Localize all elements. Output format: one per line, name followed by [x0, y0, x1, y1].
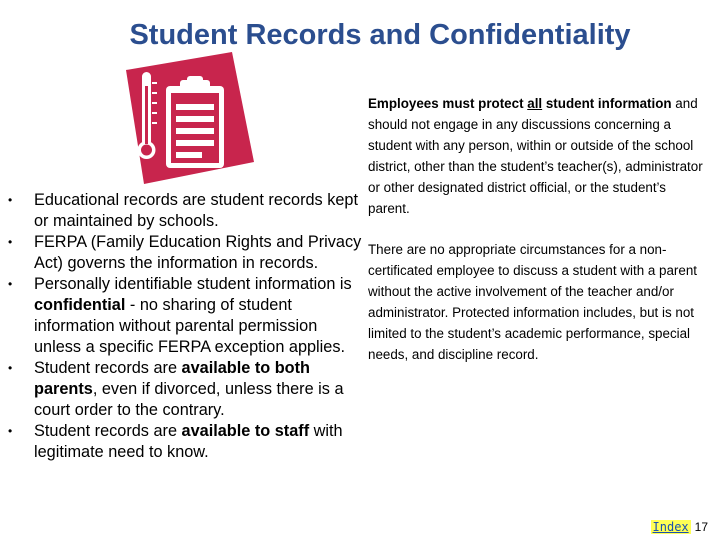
policy-paragraph-1: Employees must protect all student information and should not engage in any discussions concerning a student with any person, within or outside of the school district, other than the student’s teacher(s), administrator or other designated district official, or the student’s parent.	[368, 96, 703, 216]
bullet-list	[8, 190, 368, 463]
page-number: 17	[694, 520, 708, 534]
bullet-item: • Educational records are student records kept or maintained by schools.	[8, 191, 358, 230]
bullet-dot: •	[8, 277, 13, 291]
underlined-all: all	[527, 96, 543, 111]
bullet-dot: •	[8, 235, 13, 249]
bullet-emphasis: confidential	[34, 296, 126, 314]
bullet-item: • Personally identifiable student information is confidential - no sharing of student information without parental permission unless a specific FERPA exception applies.	[8, 275, 352, 356]
bullet-item: • FERPA (Family Education Rights and Privacy Act) governs the information in records.	[8, 233, 362, 272]
slide-title: Student Records and Confidentiality	[129, 19, 631, 51]
policy-paragraph-2: There are no appropriate circumstances for a non-certificated employee to discuss a student with a parent without the active involvement of the teacher and/or administrator. Protected information includes, but is not limited to the student’s academic performance, special needs, and discipline record.	[368, 242, 697, 362]
bullet-dot: •	[8, 424, 13, 438]
bullet-dot: •	[8, 193, 13, 207]
index-link[interactable]: Index	[652, 520, 689, 534]
bullet-dot: •	[8, 361, 13, 375]
slide-footer	[651, 520, 708, 534]
bullet-emphasis: available to both parents	[34, 359, 310, 398]
clipboard-thermometer-icon	[114, 52, 254, 184]
bullet-emphasis: available to staff	[181, 422, 310, 440]
bullet-item: • Student records are available to staff with legitimate need to know.	[8, 422, 343, 461]
policy-text	[368, 93, 708, 365]
bullet-item: • Student records are available to both parents, even if divorced, unless there is a court order to the contrary.	[8, 359, 344, 419]
